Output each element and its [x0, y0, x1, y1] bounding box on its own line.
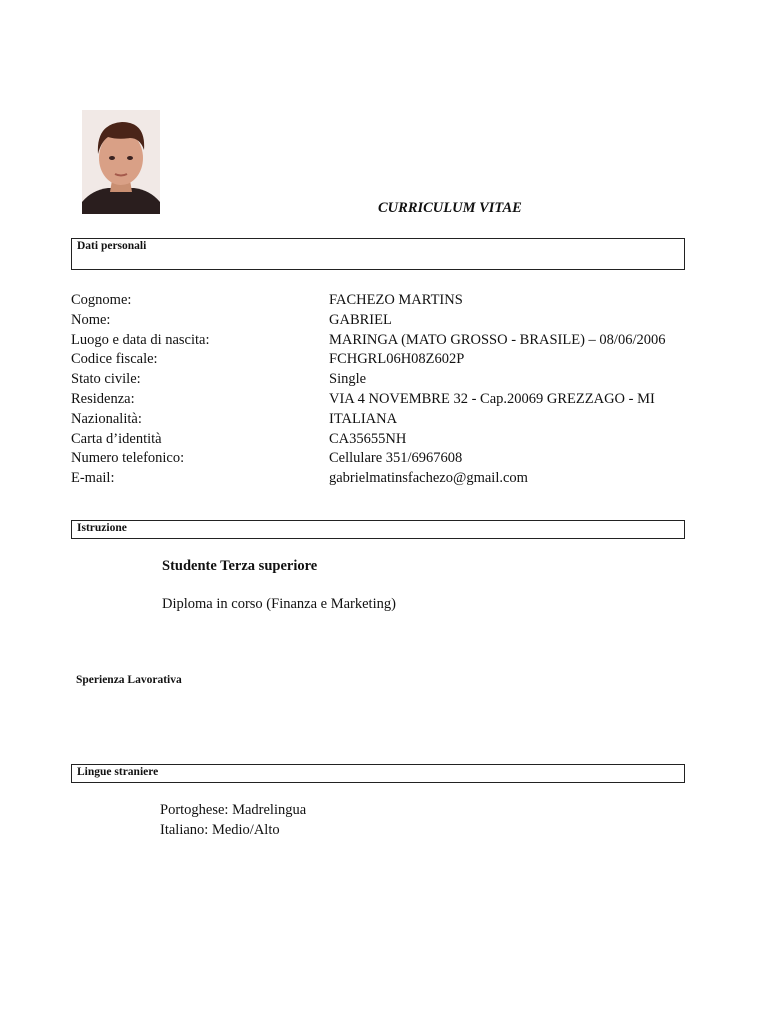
info-row-id-card [71, 430, 691, 450]
education-title: Studente Terza superiore [162, 558, 318, 574]
info-value: gabrielmatinsfachezo@gmail.com [329, 470, 528, 487]
info-row-email [71, 469, 691, 489]
info-value: Cellulare 351/6967608 [329, 450, 463, 467]
info-value: CA35655NH [329, 430, 407, 447]
education-detail: Diploma in corso (Finanza e Marketing) [162, 596, 396, 612]
section-label-work-experience: Sperienza Lavorativa [76, 674, 182, 686]
info-row-nationality [71, 410, 691, 430]
info-label: Cognome: [71, 292, 132, 308]
info-row-birth [71, 331, 691, 351]
info-value: FACHEZO MARTINS [329, 292, 463, 308]
info-value: Single [329, 371, 367, 388]
info-row-name [71, 311, 691, 331]
language-item: Italiano: Medio/Alto [160, 821, 280, 838]
info-value: MARINGA (MATO GROSSO - BRASILE) – 08/06/2006 [329, 331, 666, 348]
info-label: Stato civile: [71, 371, 141, 388]
info-row-phone [71, 449, 691, 469]
info-row-marital-status [71, 370, 691, 390]
info-label: Nome: [71, 311, 111, 328]
info-label: Codice fiscale: [71, 351, 158, 368]
section-label-education: Istruzione [77, 522, 127, 534]
person-portrait-icon [82, 110, 160, 214]
info-label: Numero telefonico: [71, 450, 185, 467]
info-row-surname [71, 291, 691, 311]
section-label-languages: Lingue straniere [77, 766, 159, 778]
profile-photo [82, 110, 160, 214]
section-languages [71, 764, 685, 783]
info-value: VIA 4 NOVEMBRE 32 - Cap.20069 GREZZAGO - MI [329, 390, 655, 407]
languages-list [160, 801, 306, 840]
section-personal-data [71, 238, 685, 270]
info-label: E-mail: [71, 470, 115, 487]
info-label: Nazionalità: [71, 410, 142, 427]
section-label-personal: Dati personali [77, 240, 147, 252]
info-label: Luogo e data di nascita: [71, 331, 210, 348]
info-row-residence [71, 390, 691, 410]
info-label: Carta d’identità [71, 430, 162, 447]
document-title: CURRICULUM VITAE [378, 200, 522, 216]
info-row-tax-code [71, 350, 691, 370]
personal-info-table [71, 291, 691, 489]
section-education [71, 520, 685, 539]
language-item: Portoghese: Madrelingua [160, 802, 307, 818]
info-label: Residenza: [71, 390, 135, 407]
info-value: ITALIANA [329, 410, 398, 427]
info-value: GABRIEL [329, 311, 392, 328]
info-value: FCHGRL06H08Z602P [329, 351, 465, 368]
